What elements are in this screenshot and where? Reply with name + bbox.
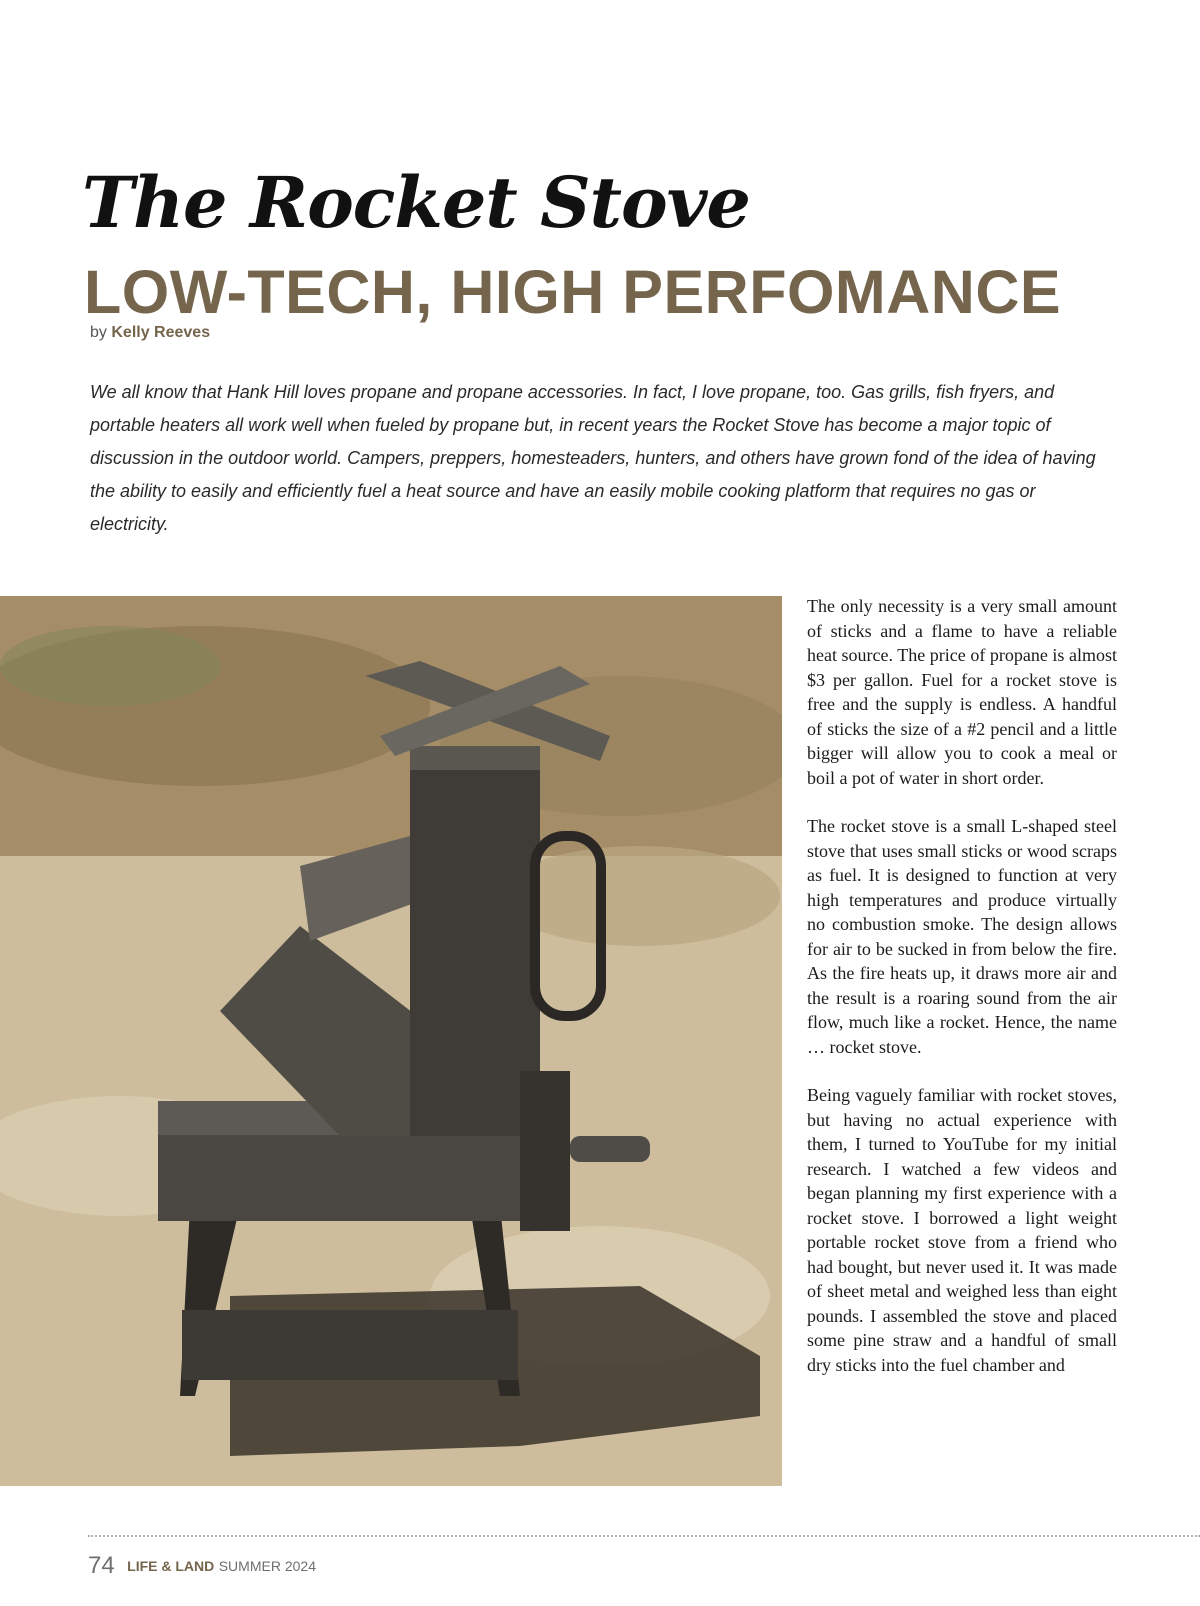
rocket-stove-photo — [0, 596, 782, 1486]
byline — [90, 324, 210, 342]
article-intro: We all know that Hank Hill loves propane and propane accessories. In fact, I love propane, too. Gas grills, fish fryers, and portable heaters all work well when fueled by propane but, in recent years the Rocket Stove has become a major topic of discussion in the outdoor world. Campers, preppers, homesteaders, hunters, and others have grown fond of the idea of having the ability to easily and efficiently fuel a heat source and have an easily mobile cooking platform that requires no gas or electricity. — [90, 382, 1096, 534]
body-paragraph: The only necessity is a very small amount of sticks and a flame to have a reliable heat source. The price of propane is almost $3 per gallon. Fuel for a rocket stove is free and the supply is endless. A handful of sticks the size of a #2 pencil and a little bigger will allow you to cook a meal or boil a pot of water in short order. — [807, 596, 1117, 788]
footer-divider — [88, 1535, 1200, 1537]
body-paragraph: The rocket stove is a small L-shaped steel stove that uses small sticks or wood scraps as fuel. It is designed to function at very high temperatures and produce virtually no combustion smoke. The design allows for air to be sucked in from below the fire. As the fire heats up, it draws more air and the result is a roaring sound from the air flow, much like a rocket. Hence, the name … rocket stove. — [807, 816, 1117, 1057]
body-paragraph: Being vaguely familiar with rocket stoves, but having no actual experience with them, I turned to YouTube for my initial research. I watched a few videos and began planning my first experience with a rocket stove. I borrowed a light weight portable rocket stove from a friend who had bought, but never used it. It was made of sheet metal and weighed less than eight pounds. I assembled the stove and placed some pine straw and a handful of small dry sticks into the fuel chamber and — [807, 1085, 1117, 1375]
page-number: 74 — [88, 1552, 115, 1579]
issue-label: SUMMER 2024 — [218, 1558, 316, 1574]
byline-author: Kelly Reeves — [111, 324, 211, 341]
page-footer — [88, 1552, 316, 1580]
magazine-name: LIFE & LAND — [127, 1558, 215, 1574]
article-script-title: The Rocket Stove — [82, 161, 750, 244]
article-body — [807, 594, 1117, 1401]
article-headline: LOW-TECH, HIGH PERFOMANCE — [84, 258, 1062, 326]
byline-prefix: by — [90, 324, 107, 341]
